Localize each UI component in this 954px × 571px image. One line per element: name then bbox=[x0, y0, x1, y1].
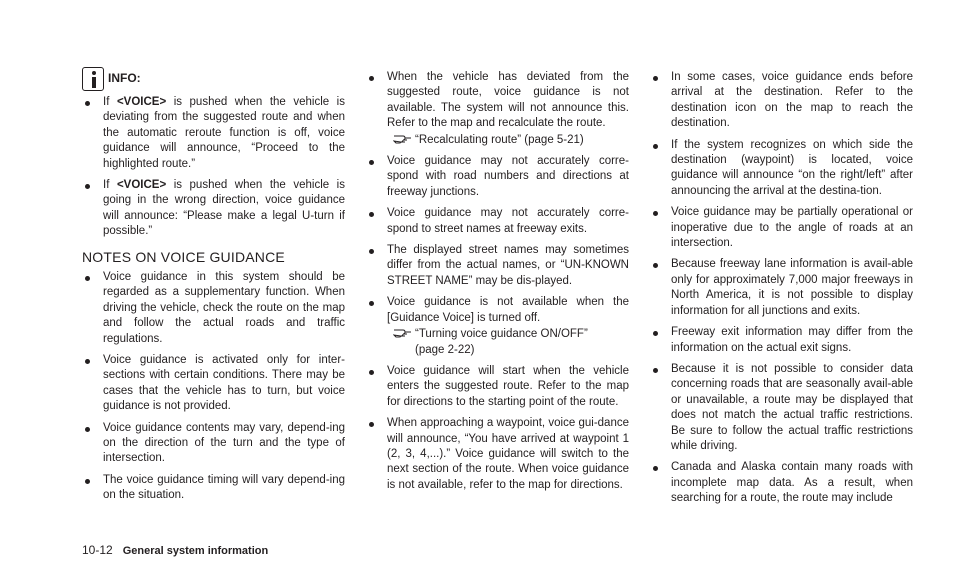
list-item: When the vehicle has deviated from the suggested route, voice guidance is not available. The system will not announce this. Refer to the map and recalculate the route. “Recalculating route” (page 5-21) bbox=[366, 70, 629, 148]
list-item: Canada and Alaska contain many roads with incomplete map data. As a result, when searching for a route, the route may include bbox=[650, 460, 913, 506]
info-label: INFO: bbox=[108, 71, 141, 86]
list-item: Voice guidance is activated only for inter-sections with certain conditions. There may be cases that the vehicle has to turn, but voice guidance is not provided. bbox=[82, 353, 345, 415]
list-item: The displayed street names may sometimes differ from the actual names, or “UN-KNOWN STREET NAME” may be dis-played. bbox=[366, 243, 629, 289]
page-reference: “Turning voice guidance ON/OFF” (page 2-22) bbox=[387, 326, 629, 358]
page-footer bbox=[82, 543, 268, 559]
info-list bbox=[82, 95, 345, 240]
list-item: Voice guidance contents may vary, depend-ing on the direction of the turn and the type of intersection. bbox=[82, 421, 345, 467]
notes-list-3 bbox=[650, 70, 913, 507]
info-icon bbox=[82, 67, 104, 91]
list-item: If <VOICE> is pushed when the vehicle is deviating from the suggested route and when the automatic reroute function is off, voice guidance will announce, “Proceed to the highlighted route.” bbox=[82, 95, 345, 172]
list-item: The voice guidance timing will vary depend-ing on the situation. bbox=[82, 473, 345, 504]
reference-hand-icon bbox=[393, 132, 413, 144]
column-3 bbox=[650, 70, 913, 513]
list-item: Because freeway lane information is avail-able only for approximately 7,000 major freeways in North America, it is not possible to display information for all junctions and exits. bbox=[650, 257, 913, 319]
section-title: NOTES ON VOICE GUIDANCE bbox=[82, 249, 285, 265]
list-item: Voice guidance may be partially operational or inoperative due to the angle of roads at an intersection. bbox=[650, 205, 913, 251]
list-item: If the system recognizes on which side the destination (waypoint) is located, voice guidance will announce “on the right/left” after announcing the arrival at the destina-tion. bbox=[650, 138, 913, 200]
voice-key-label: <VOICE> bbox=[116, 96, 167, 108]
page-reference: “Recalculating route” (page 5-21) bbox=[387, 132, 629, 148]
reference-hand-icon bbox=[393, 326, 413, 338]
page-number: 10-12 bbox=[82, 543, 113, 557]
notes-list-2 bbox=[366, 70, 629, 493]
voice-key-label: <VOICE> bbox=[116, 179, 167, 192]
info-header bbox=[82, 66, 141, 92]
notes-list bbox=[82, 270, 345, 504]
list-item: Because it is not possible to consider data concerning roads that are seasonally avail-able or unavailable, a route may be displayed that does not match the actual traffic restrictions. Be sure to follow the actual traffic restrictions while driving. bbox=[650, 362, 913, 454]
list-item: If <VOICE> is pushed when the vehicle is going in the wrong direction, voice guidance will announce: “Please make a legal U-turn if possible.” bbox=[82, 178, 345, 240]
list-item: Voice guidance is not available when the [Guidance Voice] is turned off. “Turning voice guidance ON/OFF” (page 2-22) bbox=[366, 295, 629, 358]
footer-title: General system information bbox=[122, 545, 269, 557]
list-item: When approaching a waypoint, voice gui-dance will announce, “You have arrived at waypoint 1 (2, 3, 4,...).” Voice guidance will switch to the next section of the route. When voice guidance is not available, refer to the map for directions. bbox=[366, 416, 629, 493]
notes-list-container bbox=[82, 270, 345, 510]
list-item: Voice guidance in this system should be regarded as a supplementary function. When driving the vehicle, check the route on the map and follow the actual roads and traffic regulations. bbox=[82, 270, 345, 347]
list-item: Voice guidance will start when the vehicle enters the suggested route. Refer to the map for directions to the starting point of the route. bbox=[366, 364, 629, 410]
info-list-container bbox=[82, 95, 345, 246]
list-item: Voice guidance may not accurately corre-spond with road numbers and directions at freeway junctions. bbox=[366, 154, 629, 200]
list-item: Voice guidance may not accurately corre-spond to street names at freeway exits. bbox=[366, 206, 629, 237]
list-item: In some cases, voice guidance ends before arrival at the destination. Refer to the destination icon on the map to reach the destination. bbox=[650, 70, 913, 132]
column-2 bbox=[366, 70, 629, 499]
list-item: Freeway exit information may differ from the information on the actual exit signs. bbox=[650, 325, 913, 356]
